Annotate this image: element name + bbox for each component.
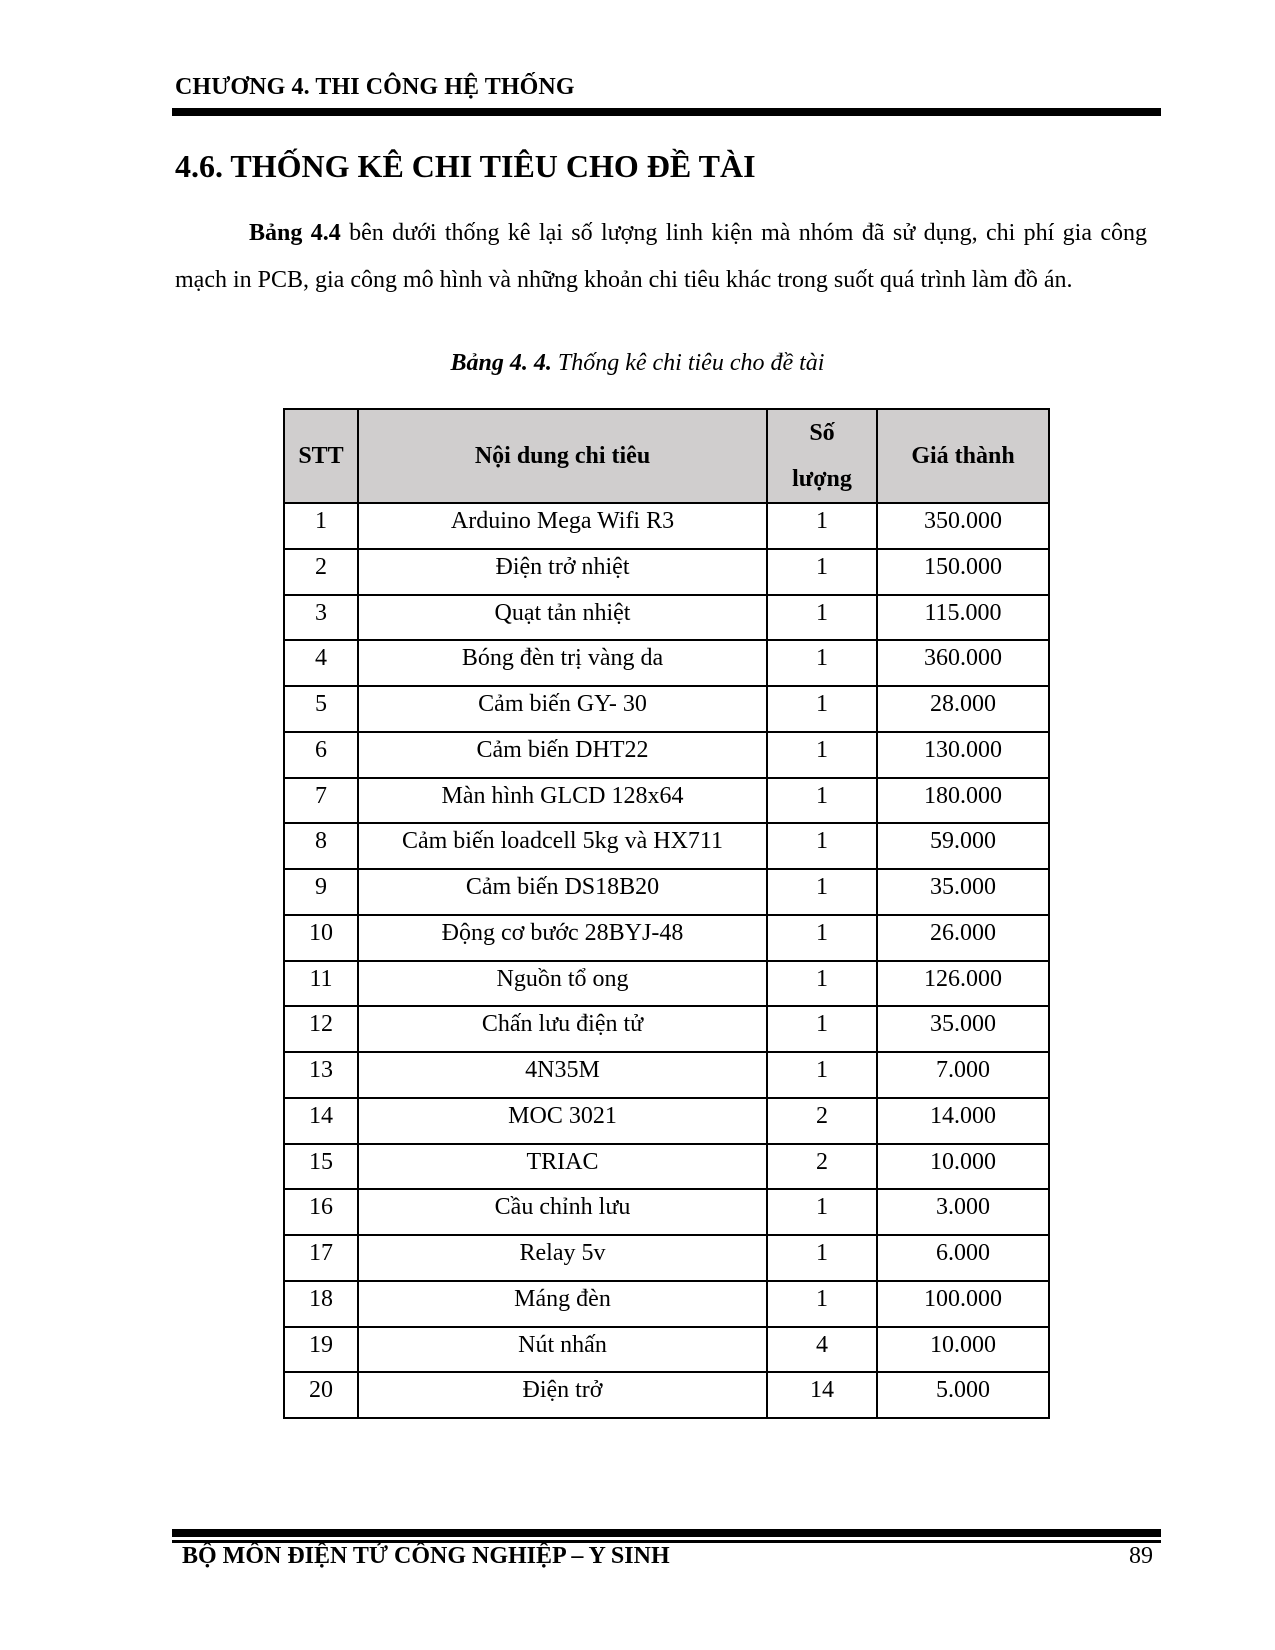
cell-content: MOC 3021 <box>358 1098 767 1144</box>
cell-stt: 1 <box>284 503 358 549</box>
cell-quantity: 1 <box>767 503 877 549</box>
cell-stt: 6 <box>284 732 358 778</box>
table-row <box>284 915 1049 961</box>
table-row <box>284 1189 1049 1235</box>
table-row <box>284 1235 1049 1281</box>
cell-content: Chấn lưu điện tử <box>358 1006 767 1052</box>
cell-price: 180.000 <box>877 778 1049 824</box>
cell-quantity: 1 <box>767 595 877 641</box>
caption-label: Bảng 4. 4. <box>450 350 552 376</box>
cell-price: 35.000 <box>877 1006 1049 1052</box>
table-row <box>284 1052 1049 1098</box>
cell-content: Cầu chỉnh lưu <box>358 1189 767 1235</box>
cell-content: Nguồn tổ ong <box>358 961 767 1007</box>
cell-stt: 15 <box>284 1144 358 1190</box>
caption-text: Thống kê chi tiêu cho đề tài <box>551 350 825 376</box>
cell-price: 10.000 <box>877 1327 1049 1373</box>
cell-price: 126.000 <box>877 961 1049 1007</box>
cell-content: 4N35M <box>358 1052 767 1098</box>
cell-price: 360.000 <box>877 640 1049 686</box>
cell-price: 350.000 <box>877 503 1049 549</box>
table-header-row <box>284 409 1049 503</box>
cell-content: Cảm biến loadcell 5kg và HX711 <box>358 823 767 869</box>
cell-stt: 12 <box>284 1006 358 1052</box>
cell-stt: 7 <box>284 778 358 824</box>
header-content: Nội dung chi tiêu <box>358 409 767 503</box>
cell-price: 3.000 <box>877 1189 1049 1235</box>
cell-content: Điện trở <box>358 1372 767 1418</box>
cell-price: 14.000 <box>877 1098 1049 1144</box>
cell-stt: 17 <box>284 1235 358 1281</box>
cell-quantity: 1 <box>767 1052 877 1098</box>
table-row <box>284 595 1049 641</box>
table-row <box>284 1372 1049 1418</box>
cell-price: 5.000 <box>877 1372 1049 1418</box>
expense-table <box>283 408 1050 1419</box>
cell-price: 26.000 <box>877 915 1049 961</box>
table-row <box>284 640 1049 686</box>
cell-content: Màn hình GLCD 128x64 <box>358 778 767 824</box>
cell-quantity: 1 <box>767 915 877 961</box>
cell-content: Động cơ bước 28BYJ-48 <box>358 915 767 961</box>
header-quantity-line1: Số <box>809 420 835 446</box>
cell-quantity: 1 <box>767 823 877 869</box>
footer-department: BỘ MÔN ĐIỆN TỬ CÔNG NGHIỆP – Y SINH <box>182 1543 670 1569</box>
table-row <box>284 549 1049 595</box>
cell-quantity: 4 <box>767 1327 877 1373</box>
cell-price: 10.000 <box>877 1144 1049 1190</box>
cell-quantity: 1 <box>767 778 877 824</box>
cell-stt: 8 <box>284 823 358 869</box>
intro-paragraph <box>175 210 1147 304</box>
table-row <box>284 503 1049 549</box>
header-quantity-line2: lượng <box>792 466 852 492</box>
cell-content: TRIAC <box>358 1144 767 1190</box>
table-row <box>284 686 1049 732</box>
cell-quantity: 14 <box>767 1372 877 1418</box>
cell-stt: 4 <box>284 640 358 686</box>
table-row <box>284 732 1049 778</box>
cell-price: 6.000 <box>877 1235 1049 1281</box>
table-row <box>284 1098 1049 1144</box>
table-row <box>284 1006 1049 1052</box>
cell-quantity: 1 <box>767 732 877 778</box>
cell-content: Cảm biến DS18B20 <box>358 869 767 915</box>
cell-price: 28.000 <box>877 686 1049 732</box>
footer-rule-thick <box>172 1529 1161 1537</box>
section-title: 4.6. THỐNG KÊ CHI TIÊU CHO ĐỀ TÀI <box>175 148 756 184</box>
table-row <box>284 961 1049 1007</box>
cell-quantity: 1 <box>767 1006 877 1052</box>
header-stt: STT <box>284 409 358 503</box>
cell-stt: 14 <box>284 1098 358 1144</box>
cell-quantity: 2 <box>767 1144 877 1190</box>
cell-stt: 10 <box>284 915 358 961</box>
table-row <box>284 869 1049 915</box>
cell-content: Quạt tản nhiệt <box>358 595 767 641</box>
table-row <box>284 1281 1049 1327</box>
cell-price: 100.000 <box>877 1281 1049 1327</box>
running-header: CHƯƠNG 4. THI CÔNG HỆ THỐNG <box>175 74 575 100</box>
cell-quantity: 1 <box>767 549 877 595</box>
cell-stt: 5 <box>284 686 358 732</box>
cell-content: Cảm biến DHT22 <box>358 732 767 778</box>
cell-price: 59.000 <box>877 823 1049 869</box>
cell-content: Arduino Mega Wifi R3 <box>358 503 767 549</box>
paragraph-text: bên dưới thống kê lại số lượng linh kiện mà nhóm đã sử dụng, chi phí gia công mạch in PCB, gia công mô hình và những khoản chi tiêu khác trong suốt quá trình làm đồ án. <box>175 220 1148 293</box>
cell-content: Máng đèn <box>358 1281 767 1327</box>
cell-content: Nút nhấn <box>358 1327 767 1373</box>
cell-price: 130.000 <box>877 732 1049 778</box>
cell-content: Điện trở nhiệt <box>358 549 767 595</box>
cell-stt: 19 <box>284 1327 358 1373</box>
cell-content: Cảm biến GY- 30 <box>358 686 767 732</box>
cell-quantity: 1 <box>767 869 877 915</box>
cell-content: Bóng đèn trị vàng da <box>358 640 767 686</box>
cell-stt: 9 <box>284 869 358 915</box>
table-row <box>284 778 1049 824</box>
header-price: Giá thành <box>877 409 1049 503</box>
header-rule <box>172 108 1161 116</box>
table-row <box>284 1144 1049 1190</box>
cell-quantity: 1 <box>767 686 877 732</box>
table-row <box>284 1327 1049 1373</box>
cell-stt: 18 <box>284 1281 358 1327</box>
cell-price: 35.000 <box>877 869 1049 915</box>
cell-stt: 2 <box>284 549 358 595</box>
table-reference: Bảng 4.4 <box>249 220 341 246</box>
cell-stt: 3 <box>284 595 358 641</box>
table-caption <box>0 350 1275 377</box>
cell-quantity: 1 <box>767 1189 877 1235</box>
cell-quantity: 1 <box>767 1281 877 1327</box>
cell-price: 150.000 <box>877 549 1049 595</box>
cell-stt: 13 <box>284 1052 358 1098</box>
cell-quantity: 2 <box>767 1098 877 1144</box>
cell-stt: 16 <box>284 1189 358 1235</box>
cell-quantity: 1 <box>767 1235 877 1281</box>
header-quantity <box>767 409 877 503</box>
cell-stt: 20 <box>284 1372 358 1418</box>
cell-quantity: 1 <box>767 640 877 686</box>
cell-stt: 11 <box>284 961 358 1007</box>
cell-price: 7.000 <box>877 1052 1049 1098</box>
page-number: 89 <box>1129 1543 1153 1569</box>
cell-quantity: 1 <box>767 961 877 1007</box>
cell-price: 115.000 <box>877 595 1049 641</box>
cell-content: Relay 5v <box>358 1235 767 1281</box>
table-row <box>284 823 1049 869</box>
